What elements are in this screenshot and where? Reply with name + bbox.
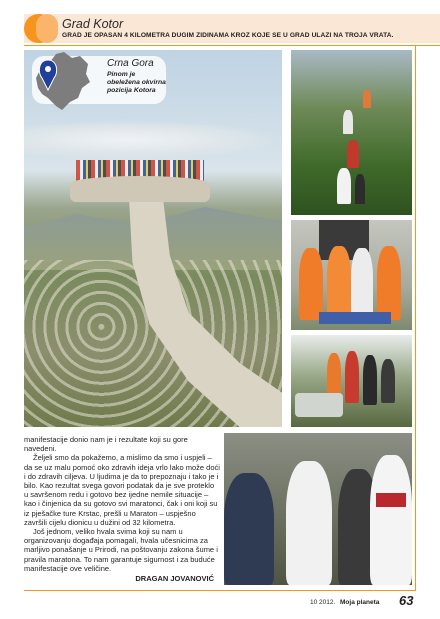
header-accent-pill-light [36, 14, 58, 43]
map-callout-text: Pinom je obeležena okvirna pozicija Kotora [107, 71, 166, 95]
photo-hikers-with-poles [224, 433, 412, 585]
side-rule [415, 46, 416, 590]
magazine-name: Moja planeta [340, 599, 380, 606]
viewpoint-wall [70, 176, 210, 202]
article-paragraph: manifestacije donio nam je i rezultate koji su gore navedeni. [24, 435, 188, 454]
bottom-rule [24, 590, 416, 591]
issue-date: 10 2012. [310, 599, 336, 606]
section-title: Grad Kotor [62, 17, 124, 31]
article-paragraph: Još jednom, veliko hvala svima koji su nam u organizovanju događaja pomagali, hvala učesnicima za marljivo ponašanje u Prirodi, na poštovanju zakona šume i pravila maratona. To nam garantuje sigurnost i za buduće manifestacije ove veličine. [24, 527, 218, 573]
page-number: 63 [399, 593, 414, 608]
map-callout-title: Crna Gora [107, 58, 154, 69]
montenegro-map-icon [30, 48, 94, 114]
article-paragraph: Željeli smo da pokažemo, a mislimo da smo i uspjeli – da se uz malu pomoć oko zdravih ideja vrlo lako može doći i do zdravih ciljeva. U ljudima je da to prepoznaju i tako je i bilo. Kao rezultat svega govori podatak da je sve proteklo u savršenom redu i gotovo bez ijedne nemile situacije – kao i činjenica da su gotovo svi maratonci, čak i oni koji su iz pješačke ture Krstac, prešli u Maraton – uspješno završili cijelu dionicu u dužini od 32 kilometra. [24, 453, 220, 527]
author-signature: DRAGAN JOVANOVIĆ [135, 574, 214, 583]
article-body [24, 435, 220, 573]
photo-hikers-on-trail [291, 50, 412, 215]
top-rule [24, 45, 440, 46]
photo-group-in-orange [291, 220, 412, 330]
photo-group-resting [291, 335, 412, 427]
section-subtitle: GRAD JE OPASAN 4 KILOMETRA DUGIM ZIDINAMA KROZ KOJE SE U GRAD ULAZI NA TROJA VRATA. [62, 32, 394, 39]
